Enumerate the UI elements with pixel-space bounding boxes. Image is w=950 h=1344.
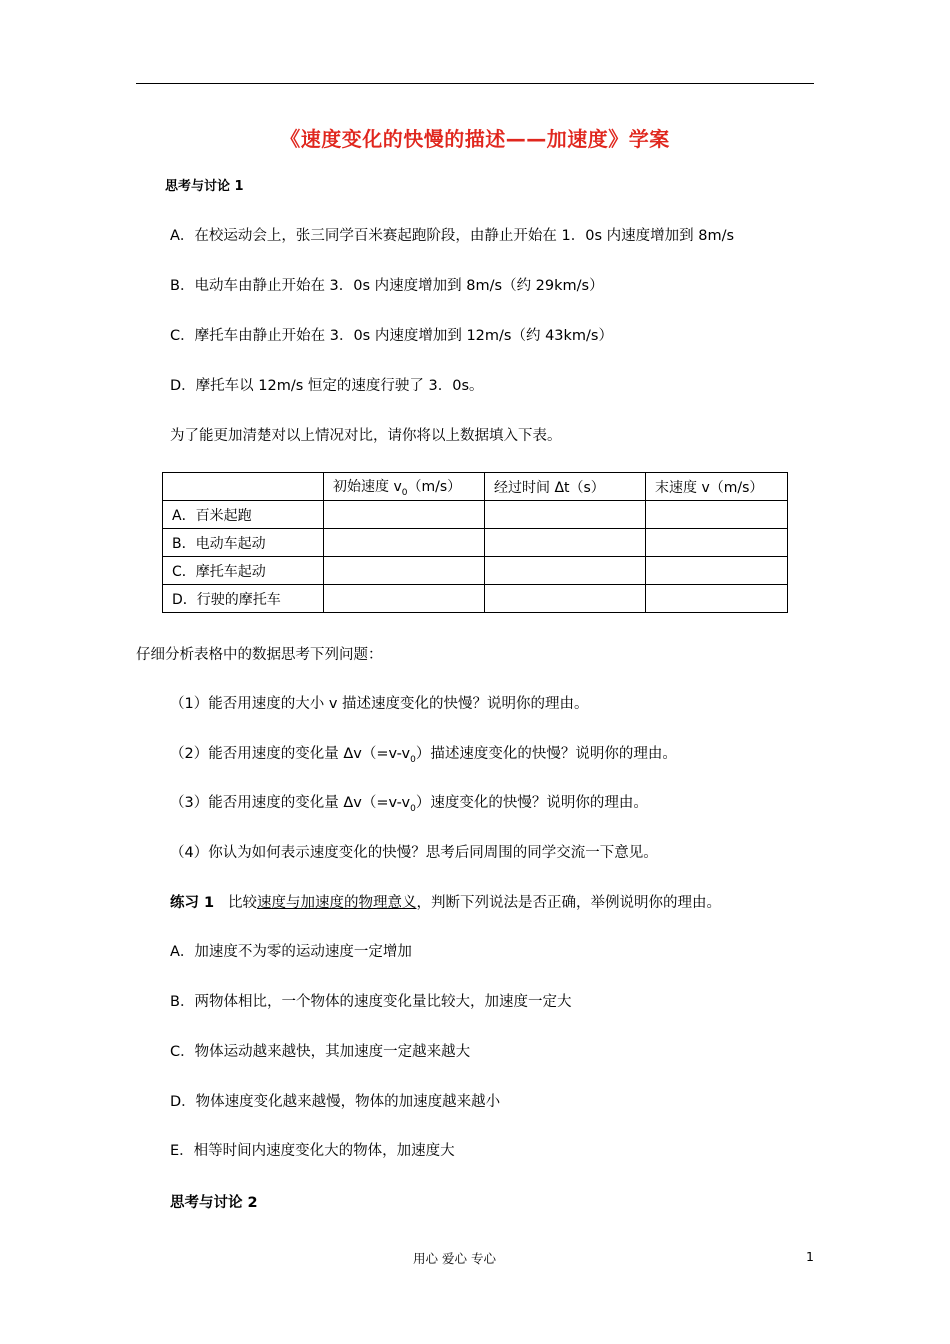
empty-cell[interactable] xyxy=(485,529,646,557)
exercise1-option-c: C．物体运动越来越快，其加速度一定越来越大 xyxy=(170,1044,471,1060)
question-4: （4）你认为如何表示速度变化的快慢？思考后同周围的同学交流一下意见。 xyxy=(170,845,658,861)
exercise1-label: 练习 1 xyxy=(170,895,215,911)
section2-heading: 思考与讨论 2 xyxy=(170,1195,258,1211)
instruction-text: 为了能更加清楚对以上情况对比，请你将以上数据填入下表。 xyxy=(170,428,562,444)
footer-motto: 用心 爱心 专心 xyxy=(413,1251,496,1266)
question-3: （3）能否用速度的变化量 $\Delta v(=v-v_0)$速度变化的快慢？说明你的理由。 xyxy=(170,795,648,814)
header-cell-elapsed-time: 经过时间 Δt（s） xyxy=(485,473,646,501)
table-header-row xyxy=(163,473,788,501)
exercise1-option-e: E．相等时间内速度变化大的物体，加速度大 xyxy=(170,1143,455,1159)
empty-cell[interactable] xyxy=(324,529,485,557)
header-rule xyxy=(136,83,814,84)
header-cell-blank xyxy=(163,473,324,501)
row-label-c: C．摩托车起动 xyxy=(163,557,324,585)
empty-cell[interactable] xyxy=(324,585,485,613)
table-row xyxy=(163,501,788,529)
empty-cell[interactable] xyxy=(646,585,788,613)
document-title: 《速度变化的快慢的描述——加速度》学案 xyxy=(280,127,670,151)
empty-cell[interactable] xyxy=(646,529,788,557)
case-b: B．电动车由静止开始在 3．0s 内速度增加到 8m/s（约 29km/s） xyxy=(170,278,604,294)
table-row xyxy=(163,557,788,585)
exercise1-option-d: D．物体速度变化越来越慢，物体的加速度越来越小 xyxy=(170,1094,501,1110)
row-label-b: B．电动车起动 xyxy=(163,529,324,557)
analysis-intro: 仔细分析表格中的数据思考下列问题： xyxy=(136,647,383,663)
case-d: D．摩托车以 12m/s 恒定的速度行驶了 3．0s。 xyxy=(170,378,484,394)
empty-cell[interactable] xyxy=(324,501,485,529)
header-cell-initial-velocity: 初始速度 $v_0(m/s)$ xyxy=(324,473,485,501)
underlined-phrase: 速度与加速度的物理意义 xyxy=(256,895,417,911)
page-number: 1 xyxy=(806,1249,814,1264)
header-cell-final-velocity: 末速度 v（m/s） xyxy=(646,473,788,501)
row-label-d: D．行驶的摩托车 xyxy=(163,585,324,613)
exercise1-option-b: B．两物体相比，一个物体的速度变化量比较大，加速度一定大 xyxy=(170,994,572,1010)
data-table xyxy=(162,472,788,613)
empty-cell[interactable] xyxy=(646,557,788,585)
case-c: C．摩托车由静止开始在 3．0s 内速度增加到 12m/s（约 43km/s） xyxy=(170,328,613,344)
empty-cell[interactable] xyxy=(485,585,646,613)
case-a: A．在校运动会上，张三同学百米赛起跑阶段，由静止开始在 1．0s 内速度增加到 8m/s xyxy=(170,228,735,244)
row-label-a: A．百米起跑 xyxy=(163,501,324,529)
table-row xyxy=(163,585,788,613)
question-2: （2）能否用速度的变化量 $\Delta v(=v-v_0)$描述速度变化的快慢？说明你的理由。 xyxy=(170,746,677,765)
question-1: （1）能否用速度的大小 v 描述速度变化的快慢？说明你的理由。 xyxy=(170,696,589,712)
empty-cell[interactable] xyxy=(485,557,646,585)
empty-cell[interactable] xyxy=(646,501,788,529)
exercise1-option-a: A．加速度不为零的运动速度一定增加 xyxy=(170,944,412,960)
exercise1-prompt: 练习 1 比较速度与加速度的物理意义，判断下列说法是否正确，举例说明你的理由。 xyxy=(170,895,721,911)
empty-cell[interactable] xyxy=(324,557,485,585)
table-row xyxy=(163,529,788,557)
section1-heading: 思考与讨论 1 xyxy=(165,179,244,194)
empty-cell[interactable] xyxy=(485,501,646,529)
